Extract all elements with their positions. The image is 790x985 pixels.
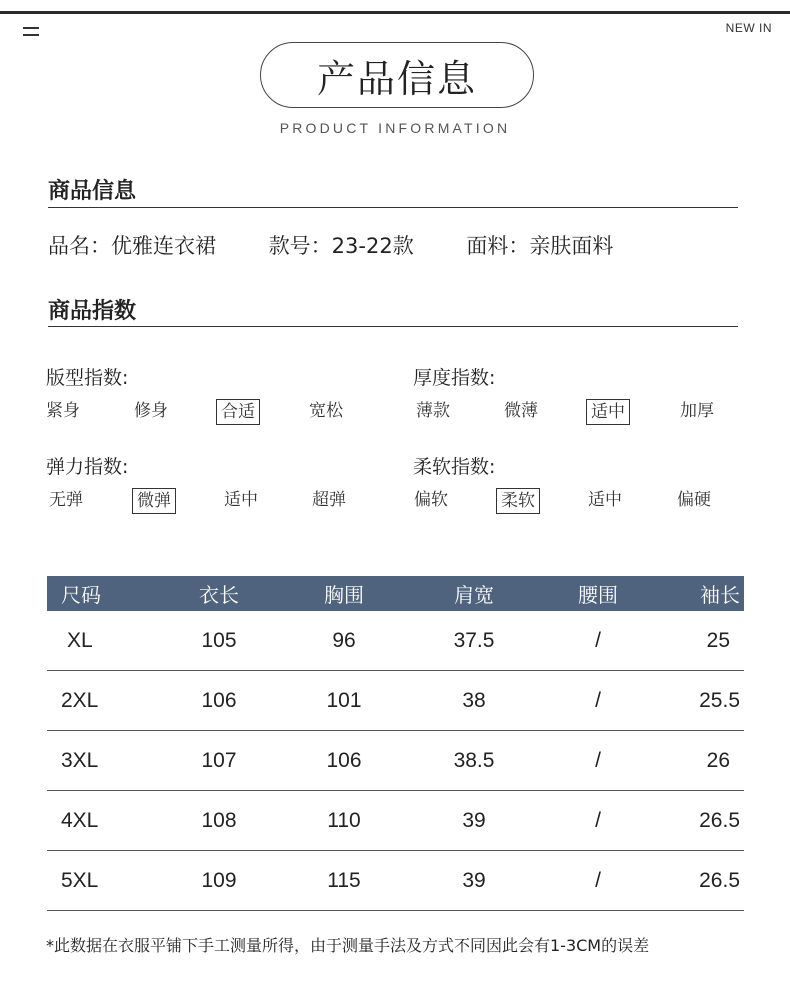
fit-option: 紧身 — [46, 401, 80, 421]
table-row — [47, 671, 744, 731]
cell-size: 4XL — [61, 808, 99, 832]
elasticity-option-selected: 微弹 — [132, 488, 176, 514]
thickness-index-label: 厚度指数: — [413, 367, 496, 389]
cell-sleeve: 25.5 — [699, 688, 740, 712]
header-length: 衣长 — [199, 583, 239, 607]
cell-size: 5XL — [61, 868, 99, 892]
cell-waist: / — [595, 868, 601, 892]
product-info-row — [48, 230, 659, 260]
cell-shoulder: 38.5 — [453, 748, 495, 772]
cell-bust: 115 — [327, 868, 361, 892]
size-table — [47, 576, 744, 911]
cell-length: 109 — [201, 868, 237, 892]
fit-option: 宽松 — [309, 401, 343, 421]
elasticity-option: 无弹 — [49, 490, 83, 510]
softness-index-label: 柔软指数: — [413, 456, 496, 478]
page-subtitle: PRODUCT INFORMATION — [279, 120, 511, 136]
elasticity-index-label: 弹力指数: — [46, 456, 129, 478]
thickness-option: 加厚 — [680, 401, 714, 421]
softness-option: 偏硬 — [677, 490, 711, 510]
cell-size: 2XL — [61, 688, 99, 712]
elasticity-option: 超弹 — [312, 490, 346, 510]
softness-option-selected: 柔软 — [496, 488, 540, 514]
softness-option: 适中 — [588, 490, 622, 510]
measurement-footnote: *此数据在衣服平铺下手工测量所得，由于测量手法及方式不同因此会有1-3CM的误差 — [46, 936, 650, 955]
thickness-option: 薄款 — [416, 401, 450, 421]
top-divider — [0, 11, 790, 14]
cell-bust: 101 — [326, 688, 362, 712]
size-table-header — [47, 576, 744, 611]
cell-waist: / — [595, 688, 601, 712]
product-fabric: 面料：亲肤面料 — [466, 234, 614, 258]
cell-sleeve: 26.5 — [699, 868, 740, 892]
title-badge — [260, 42, 534, 108]
softness-option: 偏软 — [414, 490, 448, 510]
cell-length: 107 — [201, 748, 237, 772]
header-waist: 腰围 — [578, 583, 618, 607]
cell-shoulder: 37.5 — [453, 628, 495, 652]
page-title: 产品信息 — [316, 56, 477, 101]
header-size: 尺码 — [61, 583, 101, 607]
header-sleeve: 袖长 — [700, 583, 740, 607]
fit-option-selected: 合适 — [216, 399, 260, 425]
product-name: 品名：优雅连衣裙 — [48, 234, 216, 258]
header-bust: 胸围 — [324, 583, 364, 607]
table-row — [47, 851, 744, 911]
cell-size: XL — [67, 628, 93, 652]
cell-shoulder: 39 — [462, 808, 486, 832]
cell-bust: 106 — [326, 748, 362, 772]
section-heading-product-info: 商品信息 — [48, 179, 137, 204]
cell-length: 106 — [201, 688, 237, 712]
thickness-option-selected: 适中 — [586, 399, 630, 425]
section-divider — [48, 326, 738, 327]
fit-option: 修身 — [134, 401, 168, 421]
cell-length: 105 — [201, 628, 237, 652]
cell-size: 3XL — [61, 748, 99, 772]
thickness-option: 微薄 — [504, 401, 538, 421]
table-row — [47, 731, 744, 791]
cell-waist: / — [595, 748, 601, 772]
fit-index-label: 版型指数: — [46, 367, 129, 389]
header-shoulder: 肩宽 — [454, 583, 494, 607]
cell-length: 108 — [201, 808, 237, 832]
table-row — [47, 791, 744, 851]
cell-waist: / — [595, 808, 601, 832]
cell-bust: 96 — [332, 628, 356, 652]
cell-bust: 110 — [327, 808, 361, 832]
cell-sleeve: 25 — [706, 628, 730, 652]
new-in-link[interactable]: NEW IN — [725, 21, 772, 35]
product-style-number: 款号：23-22款 — [268, 234, 414, 258]
cell-shoulder: 39 — [462, 868, 486, 892]
section-divider — [48, 207, 738, 208]
cell-shoulder: 38 — [462, 688, 486, 712]
section-heading-product-index: 商品指数 — [48, 299, 137, 324]
table-row — [47, 611, 744, 671]
cell-waist: / — [595, 628, 601, 652]
cell-sleeve: 26.5 — [699, 808, 740, 832]
cell-sleeve: 26 — [706, 748, 730, 772]
elasticity-option: 适中 — [224, 490, 258, 510]
menu-icon[interactable] — [23, 26, 39, 37]
